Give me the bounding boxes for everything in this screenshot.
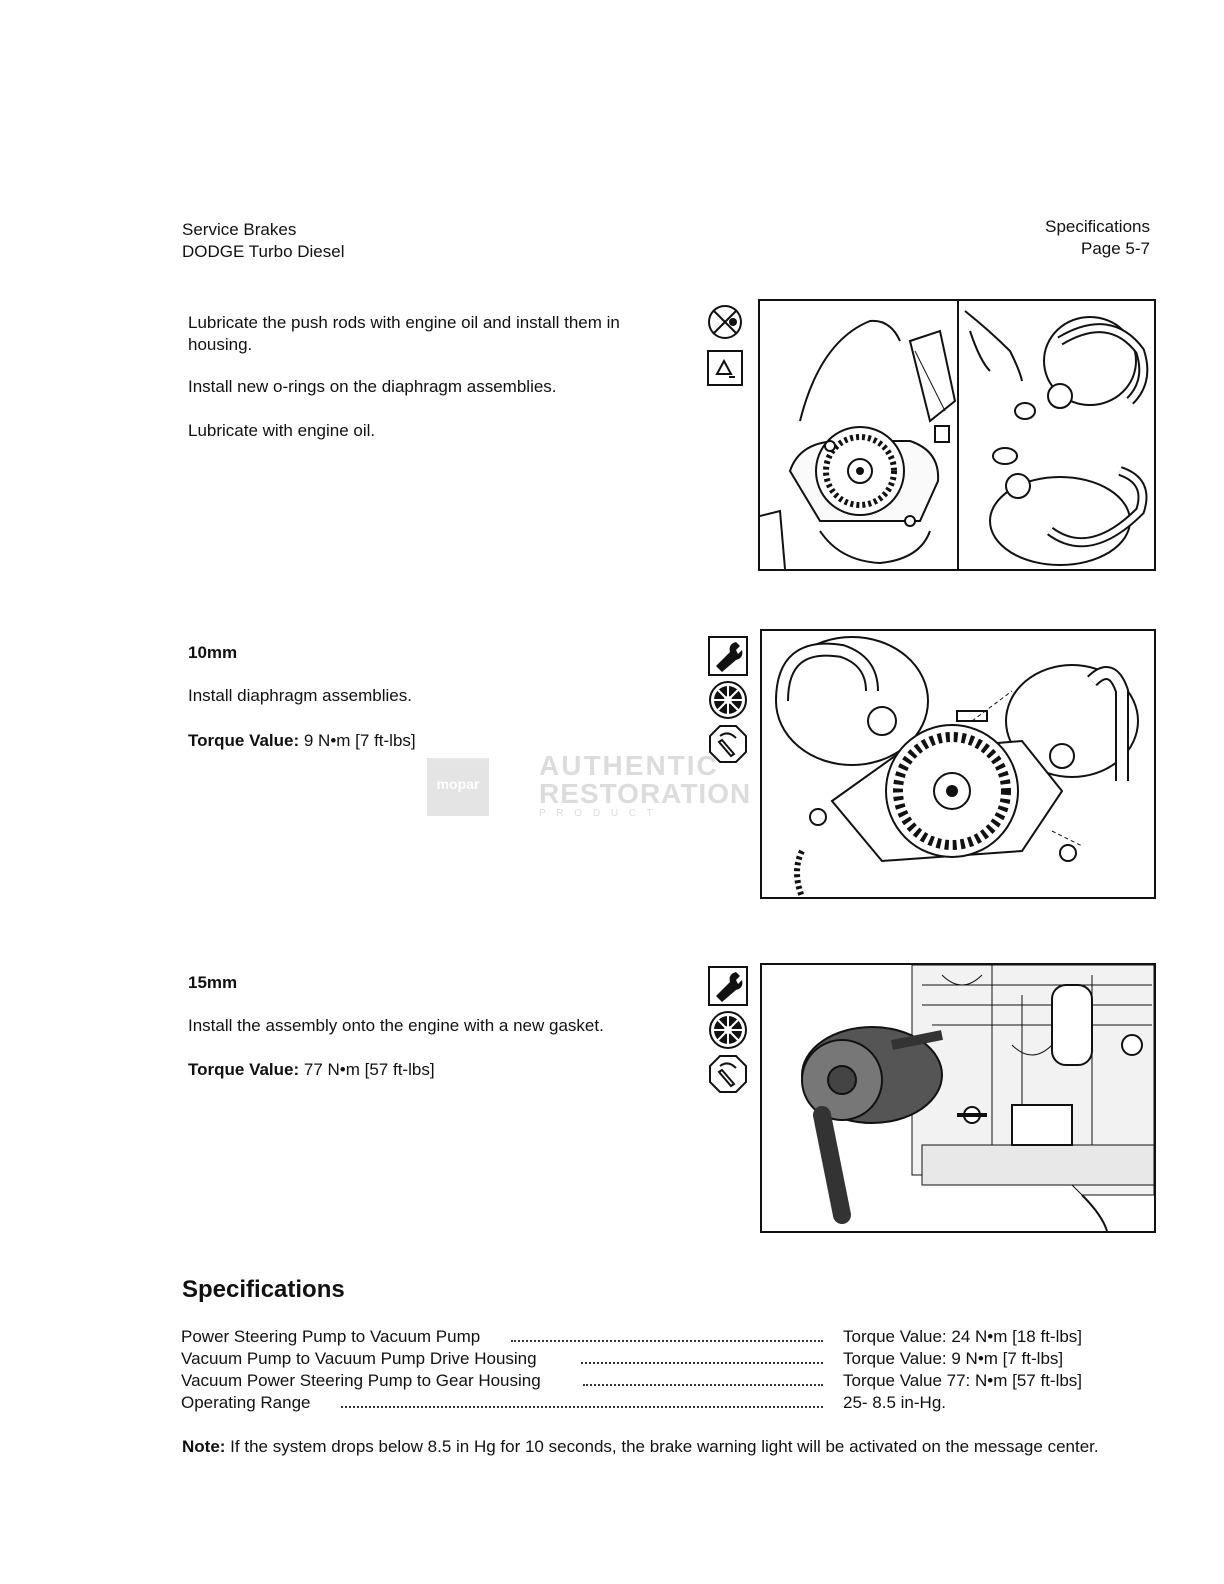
step2-tool-size: 10mm <box>188 643 238 662</box>
page-number: Page 5-7 <box>1081 239 1150 258</box>
step3-tool-size: 15mm <box>188 973 238 992</box>
spec-value: Torque Value: 24 N•m [18 ft-lbs] <box>843 1327 1083 1346</box>
section-title: Service Brakes <box>182 220 297 239</box>
chapter-title: Specifications <box>1045 217 1150 236</box>
step3-torque-value: 77 N•m [57 ft-lbs] <box>299 1060 435 1079</box>
step1-text <box>188 312 708 442</box>
spec-label: Operating Range <box>181 1392 316 1414</box>
watermark-line1: AUTHENTIC <box>539 750 719 781</box>
spec-label: Power Steering Pump to Vacuum Pump <box>181 1326 486 1348</box>
lubricate-icon <box>707 304 743 340</box>
step2-torque <box>188 730 416 752</box>
leader-dots <box>341 1406 823 1408</box>
wrench-icon <box>708 966 748 1006</box>
new-part-icon <box>707 350 743 386</box>
watermark-line2: RESTORATION <box>539 778 752 809</box>
header-right <box>1045 216 1150 260</box>
step3-torque-label: Torque Value: <box>188 1060 300 1079</box>
spec-row <box>181 1370 1101 1392</box>
step1-line2: housing. <box>188 335 253 354</box>
spec-value: Torque Value 77: N•m [57 ft-lbs] <box>843 1371 1083 1390</box>
leader-dots <box>581 1362 823 1364</box>
step3-instruction: Install the assembly onto the engine with a new gasket. <box>188 1016 604 1035</box>
wrench-icon <box>708 636 748 676</box>
leader-dots <box>511 1340 823 1342</box>
step2-torque-value: 9 N•m [7 ft-lbs] <box>299 731 416 750</box>
spec-label: Vacuum Power Steering Pump to Gear Housing <box>181 1370 547 1392</box>
note-label: Note: <box>182 1437 226 1456</box>
step2-torque-label: Torque Value: <box>188 731 300 750</box>
figure-pushrods-diaphragm <box>758 299 1156 571</box>
spec-value: 25- 8.5 in-Hg. <box>843 1393 946 1412</box>
header-left <box>182 219 345 263</box>
socket-icon <box>708 680 748 720</box>
watermark-line3: P R O D U C T <box>539 808 657 819</box>
socket-icon <box>708 1010 748 1050</box>
watermark-brand: mopar <box>436 776 480 792</box>
note-paragraph <box>182 1436 1132 1458</box>
figure-diaphragm-install <box>760 629 1156 899</box>
note-text: If the system drops below 8.5 in Hg for 10 seconds, the brake warning light will be activated on the message center. <box>225 1437 1099 1456</box>
spec-row <box>181 1392 1101 1414</box>
vehicle-title: DODGE Turbo Diesel <box>182 242 345 261</box>
leader-dots <box>583 1384 823 1386</box>
spec-label: Vacuum Pump to Vacuum Pump Drive Housing <box>181 1348 543 1370</box>
specifications-heading: Specifications <box>182 1276 345 1303</box>
step3-torque <box>188 1059 435 1081</box>
spec-row <box>181 1326 1101 1348</box>
figure-engine-mount <box>760 963 1156 1233</box>
step1-line1: Lubricate the push rods with engine oil and install them in <box>188 313 620 332</box>
restoration-watermark <box>427 752 787 822</box>
step1-line3: Install new o-rings on the diaphragm assemblies. <box>188 377 557 396</box>
step2-instruction: Install diaphragm assemblies. <box>188 686 412 705</box>
step1-line4: Lubricate with engine oil. <box>188 421 376 440</box>
torque-wrench-icon <box>708 1054 748 1094</box>
spec-value: Torque Value: 9 N•m [7 ft-lbs] <box>843 1349 1064 1368</box>
spec-row <box>181 1348 1101 1370</box>
